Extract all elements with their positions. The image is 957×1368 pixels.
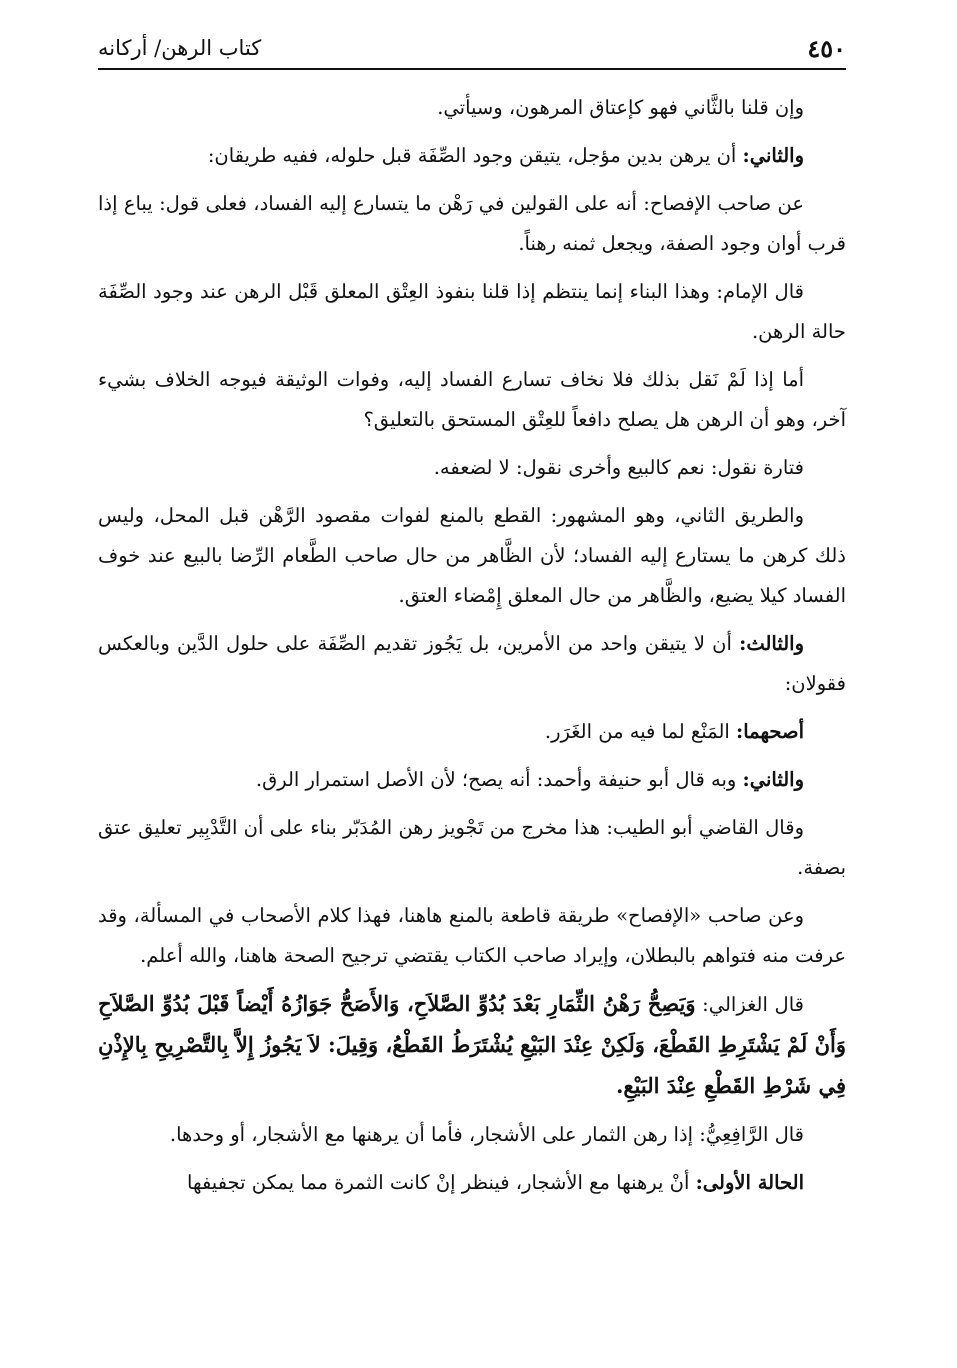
running-title: كتاب الرهن/ أركانه — [98, 36, 262, 60]
paragraph-label: والثاني: — [742, 768, 804, 791]
paragraph-label: والثالث: — [739, 632, 805, 655]
paragraph-text: وقال القاضي أبو الطيب: هذا مخرج من تَجْويز رهن المُدَبّر بناء على أن التَّدْبِير تعليق عتق بصفة. — [98, 816, 846, 879]
paragraph-text: والطريق الثاني، وهو المشهور: القطع بالمنع لفوات مقصود الرَّهْن قبل المحل، وليس ذلك كرهن ما يستارع إليه الفساد؛ لأن الظَّاهر من حال صاحب الطَّعام الرِّضا بالبيع عند خوف الفساد كيلا يضيع، والظَّاهر من حال المعلق إِمْضاء العتق. — [98, 504, 846, 607]
paragraph — [98, 1115, 846, 1155]
page-number: ٤٥٠ — [807, 34, 846, 63]
paragraph — [98, 896, 846, 976]
paragraph-label: أصحهما: — [736, 720, 804, 743]
quote-prefix: قال الغزالي: — [702, 993, 804, 1016]
quoted-text: وَيَصِحُّ رَهْنُ الثِّمَارِ بَعْدَ بُدُوِّ الصَّلاَحِ، وَالأَصَحُّ جَوَازُهُ أَيْضاً قَبْلَ بُدُوِّ الصَّلاَحِ وَأَنْ لَمْ يَشْتَرِطِ القَطْعَ، وَلَكِنْ عِنْدَ البَيْعِ يُشْتَرَطُ القَطْعُ، وَقِيلَ: لاَ يَجُوزُ إِلاَّ بِالتَّصْرِيحِ بِالإِذْنِ فِي شَرْطِ القَطْعِ عِنْدَ البَيْعِ. — [98, 991, 846, 1098]
paragraph-text: أنْ يرهنها مع الأشجار، فينظر إنْ كانت الثمرة مما يمكن تجفيفها — [187, 1171, 690, 1194]
paragraph-text: أن يرهن بدين مؤجل، يتيقن وجود الصِّفَة قبل حلوله، ففيه طريقان: — [207, 144, 737, 167]
quoted-paragraph — [98, 984, 846, 1107]
paragraph-text: وإن قلنا بالثَّاني فهو كإعتاق المرهون، وسيأتي. — [437, 96, 804, 119]
paragraph-text: أن لا يتيقن واحد من الأمرين، بل يَجُوز تقديم الصِّفَة على حلول الدَّين وبالعكس فقولان: — [98, 632, 846, 695]
page-header — [98, 30, 846, 70]
paragraph-label: والثاني: — [742, 144, 804, 167]
paragraph — [98, 1163, 846, 1203]
paragraph — [98, 712, 846, 752]
paragraph-text: المَنْع لما فيه من الغَرَر. — [544, 720, 730, 743]
paragraph — [98, 624, 846, 704]
paragraph-text: عن صاحب الإفصاح: أنه على القولين في رَهْن ما يتسارع إليه الفساد، فعلى قول: يباع إذا قرب أوان وجود الصفة، ويجعل ثمنه رهناً. — [98, 192, 846, 255]
paragraph — [98, 360, 846, 440]
paragraph — [98, 808, 846, 888]
paragraph-text: وبه قال أبو حنيفة وأحمد: أنه يصح؛ لأن الأصل استمرار الرق. — [255, 768, 737, 791]
paragraph-text: أما إذا لَمْ نَقل بذلك فلا نخاف تسارع الفساد إليه، وفوات الوثيقة فيوجه الخلاف بشيء آخر، وهو أن الرهن هل يصلح دافعاً للعِتْق المستحق بالتعليق؟ — [98, 368, 846, 431]
paragraph — [98, 496, 846, 616]
paragraph — [98, 88, 846, 128]
paragraph-label: الحالة الأولى: — [695, 1171, 804, 1194]
paragraph — [98, 136, 846, 176]
paragraph-text: فتارة نقول: نعم كالبيع وأخرى نقول: لا لضعفه. — [433, 456, 804, 479]
paragraph — [98, 272, 846, 352]
paragraph-text: قال الرَّافِعِيُّ: إذا رهن الثمار على الأشجار، فأما أن يرهنها مع الأشجار، أو وحدها. — [169, 1123, 804, 1146]
paragraph-text: وعن صاحب «الإفصاح» طريقة قاطعة بالمنع هاهنا، فهذا كلام الأصحاب في المسألة، وقد عرفت منه فتواهم بالبطلان، وإيراد صاحب الكتاب يقتضي ترجيح الصحة هاهنا، والله أعلم. — [98, 904, 846, 967]
paragraph-text: قال الإمام: وهذا البناء إنما ينتظم إذا قلنا بنفوذ العِتْق المعلق قَبْل الرهن عند وجود الصِّفَة حالة الرهن. — [98, 280, 846, 343]
page-body — [98, 88, 846, 1211]
paragraph — [98, 448, 846, 488]
paragraph — [98, 184, 846, 264]
paragraph — [98, 760, 846, 800]
